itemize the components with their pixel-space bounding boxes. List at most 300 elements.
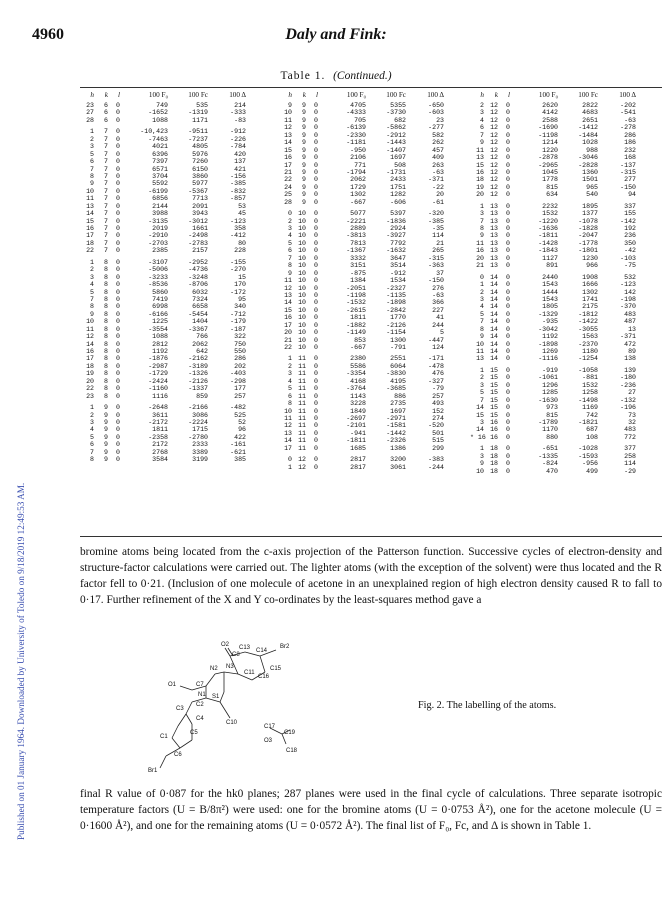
table-cell: 0 <box>506 381 510 389</box>
table-cell: -2370 <box>578 340 598 348</box>
table-cell: -6139 <box>346 124 366 132</box>
table-header-cell: 100 Fc <box>386 90 406 99</box>
figure-caption: Fig. 2. The labelling of the atoms. <box>418 700 557 711</box>
table-cell: -2498 <box>188 232 208 240</box>
table-header-cell: h <box>90 90 94 99</box>
table-cell: 0 <box>116 418 120 426</box>
table-cell: 7 <box>104 172 108 180</box>
page-number: 4960 <box>32 26 64 43</box>
table-cell: 5976 <box>192 150 208 158</box>
table-row <box>80 318 246 325</box>
table-cell: 0 <box>116 392 120 400</box>
table-cell: 3988 <box>152 210 168 218</box>
table-row <box>470 176 636 183</box>
table-cell: 4705 <box>350 102 366 109</box>
table-cell: 5 <box>288 239 292 247</box>
table-cell: 3061 <box>390 463 406 471</box>
table-cell: -621 <box>230 448 246 456</box>
table-cell: -179 <box>230 318 246 326</box>
table-cell: 1171 <box>192 116 208 124</box>
table-cell: -875 <box>350 269 366 277</box>
table-cell: 10 <box>298 269 306 277</box>
table-row <box>278 337 444 344</box>
table-row <box>80 404 246 411</box>
table-cell: 4 <box>480 303 484 311</box>
table-cell: 3 <box>480 295 484 303</box>
table-cell: 0 <box>116 266 120 274</box>
table-cell: 470 <box>546 467 558 475</box>
table-cell: 6 <box>90 158 94 166</box>
table-cell: 13 <box>490 232 498 240</box>
table-cell: 0 <box>506 295 510 303</box>
table-cell: 3 <box>480 452 484 460</box>
table-cell: 0 <box>506 239 510 247</box>
table-cell: 0 <box>116 411 120 419</box>
table-cell: 1384 <box>350 277 366 285</box>
table-cell: 0 <box>314 168 318 176</box>
table-header-cell: 100 Δ <box>619 90 636 99</box>
table-cell: -7237 <box>188 135 208 143</box>
table-cell: 11 <box>298 400 306 408</box>
table-cell: -2878 <box>538 154 558 162</box>
table-cell: -1319 <box>188 109 208 117</box>
table-cell: 12 <box>284 422 292 430</box>
table-cell: 7324 <box>192 295 208 303</box>
table-cell: 2157 <box>192 247 208 255</box>
table-cell: 2380 <box>350 355 366 363</box>
table-cell: 10 <box>298 291 306 299</box>
table-header-cell: l <box>118 90 120 99</box>
table-cell: 0 <box>506 161 510 169</box>
table-row <box>278 393 444 400</box>
table-cell: 1 <box>288 355 292 363</box>
table-cell: -1154 <box>386 329 406 337</box>
table-cell: 11 <box>298 422 306 430</box>
table-cell: 9 <box>480 232 484 240</box>
table-cell: 2 <box>480 102 484 109</box>
table-cell: 457 <box>432 146 444 154</box>
table-cell: 0 <box>116 355 120 363</box>
table-cell: 2385 <box>152 247 168 255</box>
table-cell: 0 <box>116 318 120 326</box>
table-cell: -1836 <box>386 217 406 225</box>
table-cell: 1697 <box>390 407 406 415</box>
table-cell: 11 <box>298 377 306 385</box>
table-cell: 0 <box>506 232 510 240</box>
table-row <box>470 426 636 433</box>
table-top-rule <box>80 87 662 88</box>
table-cell: 973 <box>546 404 558 412</box>
table-cell: 0 <box>314 191 318 199</box>
table-row <box>470 311 636 318</box>
table-cell: 13 <box>476 355 484 363</box>
table-cell: 0 <box>506 225 510 232</box>
table-cell: -1061 <box>538 374 558 382</box>
table-cell: 0 <box>314 321 318 329</box>
table-cell: 4683 <box>582 109 598 117</box>
table-row <box>278 422 444 429</box>
table-cell: 2768 <box>152 448 168 456</box>
table-cell: -1630 <box>538 396 558 404</box>
table-cell: 2232 <box>542 202 558 210</box>
table-cell: 94 <box>628 191 636 199</box>
table-cell: 9 <box>480 139 484 147</box>
table-cell: 7 <box>104 143 108 151</box>
table-cell: -2326 <box>386 437 406 445</box>
table-cell: -3055 <box>578 325 598 333</box>
table-cell: -1484 <box>578 131 598 139</box>
table-cell: 7813 <box>350 239 366 247</box>
table-cell: -9511 <box>188 128 208 136</box>
table-cell: -784 <box>230 143 246 151</box>
table-cell: 11 <box>298 392 306 400</box>
table-cell: 0 <box>116 333 120 341</box>
table-row <box>470 460 636 467</box>
table-cell: 0 <box>288 210 292 218</box>
table-cell: 8 <box>480 325 484 333</box>
table-cell: 16 <box>476 168 484 176</box>
table-cell: 10 <box>284 407 292 415</box>
table-cell: 10 <box>298 210 306 218</box>
table-cell: 988 <box>586 146 598 154</box>
table-cell: -1335 <box>538 452 558 460</box>
table-cell: 8 <box>90 456 94 464</box>
table-cell: 21 <box>436 239 444 247</box>
table-row <box>470 289 636 296</box>
table-cell: 202 <box>234 362 246 370</box>
table-cell: 815 <box>546 411 558 419</box>
table-cell: 7 <box>104 165 108 173</box>
table-cell: 0 <box>314 456 318 464</box>
table-cell: 257 <box>432 392 444 400</box>
table-cell: 12 <box>490 161 498 169</box>
table-cell: 550 <box>234 348 246 355</box>
table-cell: 886 <box>394 392 406 400</box>
table-cell: 21 <box>284 336 292 344</box>
table-row <box>80 180 246 187</box>
body-paragraph-2: final R value of 0·087 for the hk0 planes; 287 planes were used in the final cycle of calculations. Three separate isotropic temperature factors (U = B/8π²) were used: one for the bromine atoms (U = 0·0753 Å²), one for the acetone molecule (U = 0·1600 Å²), and one for the remaining atoms (U = 0·0572 Å²). The final list of F₀, Fc, and Δ is shown in Table 1. <box>80 788 662 832</box>
table-cell: 12 <box>490 146 498 154</box>
table-cell: -912 <box>390 269 406 277</box>
table-row <box>80 289 246 296</box>
table-cell: 7 <box>104 232 108 240</box>
table-cell: 9 <box>288 102 292 109</box>
table-cell: -1811 <box>346 437 366 445</box>
table-row <box>278 124 444 131</box>
table-cell: 0 <box>314 463 318 471</box>
table-cell: 0 <box>314 154 318 162</box>
table-cell: 4195 <box>390 377 406 385</box>
table-cell: -1028 <box>578 445 598 453</box>
table-cell: 227 <box>432 306 444 314</box>
table-header-cell: k <box>494 90 498 99</box>
table-row <box>278 437 444 444</box>
table-cell: 18 <box>86 239 94 247</box>
table-cell: 3151 <box>350 262 366 270</box>
table-row <box>278 322 444 329</box>
table-cell: 0 <box>506 109 510 117</box>
table-cell: 11 <box>476 348 484 355</box>
table-cell: -1443 <box>386 139 406 147</box>
table-cell: 3 <box>288 370 292 378</box>
table-cell: 18 <box>476 176 484 184</box>
table-cell: 8 <box>90 303 94 311</box>
table-row <box>278 400 444 407</box>
table-cell: 0 <box>116 195 120 203</box>
table-cell: 17 <box>284 444 292 452</box>
table-cell: 7 <box>288 254 292 262</box>
table-cell: 3 <box>480 210 484 218</box>
table-row <box>278 240 444 247</box>
table-cell: 322 <box>234 333 246 341</box>
table-row <box>278 299 444 306</box>
table-row <box>470 367 636 374</box>
table-cell: 0 <box>314 131 318 139</box>
table-cell: 10 <box>298 284 306 292</box>
table-row <box>80 117 246 124</box>
table-cell: 0 <box>506 139 510 147</box>
table-cell: 2588 <box>542 116 558 124</box>
table-cell: 21 <box>476 262 484 270</box>
table-cell: 15 <box>476 161 484 169</box>
table-cell: 4805 <box>192 143 208 151</box>
table-cell: 0 <box>116 172 120 180</box>
table-cell: 0 <box>506 154 510 162</box>
table-cell: -1078 <box>578 217 598 225</box>
table-cell: -1532 <box>346 299 366 307</box>
table-cell: 12 <box>490 191 498 199</box>
table-cell: 14 <box>490 295 498 303</box>
table-cell: 15 <box>490 396 498 404</box>
table-row <box>470 102 636 109</box>
table-cell: -667 <box>350 344 366 351</box>
table-cell: 28 <box>86 116 94 124</box>
table-cell: 7 <box>104 187 108 195</box>
table-cell: -667 <box>350 198 366 206</box>
table-cell: 9 <box>104 411 108 419</box>
table-row <box>278 408 444 415</box>
table-row <box>278 415 444 422</box>
table-cell: -606 <box>390 198 406 206</box>
table-row <box>80 378 246 385</box>
table-cell: 6 <box>104 116 108 124</box>
table-cell: -412 <box>230 232 246 240</box>
table-cell: 0 <box>314 176 318 184</box>
table-cell: 0 <box>116 340 120 348</box>
table-cell: 8 <box>104 377 108 385</box>
table-cell: -277 <box>428 124 444 132</box>
table-cell: -83 <box>234 116 246 124</box>
table-header-row <box>470 89 636 102</box>
table-cell: 11 <box>86 195 94 203</box>
table-cell: 7 <box>104 135 108 143</box>
atom-label: C5 <box>190 730 198 736</box>
atom-label: C14 <box>256 648 268 654</box>
table-cell: 6 <box>480 124 484 132</box>
table-cell: 891 <box>546 262 558 270</box>
table-cell: -2952 <box>188 258 208 266</box>
table-cell: 420 <box>234 150 246 158</box>
table-cell: 6 <box>104 102 108 109</box>
table-cell: 1143 <box>350 392 366 400</box>
table-cell: -1116 <box>538 355 558 363</box>
table-cell: 0 <box>116 441 120 449</box>
table-cell: 3200 <box>390 456 406 464</box>
table-cell: 12 <box>86 333 94 341</box>
table-row <box>278 199 444 206</box>
table-cell: 5 <box>90 433 94 441</box>
table-cell: 0 <box>116 348 120 355</box>
table-cell: 257 <box>234 392 246 400</box>
table-row <box>80 102 246 109</box>
table-row <box>470 132 636 139</box>
table-cell: 1360 <box>582 168 598 176</box>
table-cell: 5 <box>90 150 94 158</box>
table-cell: 1543 <box>542 295 558 303</box>
table-cell: -2172 <box>148 418 168 426</box>
table-cell: 11 <box>298 414 306 422</box>
table-cell: 0 <box>314 124 318 132</box>
table-cell: 340 <box>234 303 246 311</box>
table-cell: 0 <box>506 116 510 124</box>
table-cell: 7 <box>104 217 108 225</box>
atom-label: C16 <box>258 674 270 680</box>
table-cell: 421 <box>234 165 246 173</box>
table-cell: 9 <box>90 310 94 318</box>
table-cell: 0 <box>314 102 318 109</box>
table-cell: -1652 <box>148 109 168 117</box>
table-cell: 9 <box>288 269 292 277</box>
table-cell: -2101 <box>346 422 366 430</box>
table-cell: -541 <box>620 109 636 117</box>
table-cell: 2817 <box>350 463 366 471</box>
table-cell: -103 <box>620 254 636 262</box>
table-cell: -1811 <box>538 232 558 240</box>
table-cell: -1731 <box>386 168 406 176</box>
table-cell: 10 <box>298 321 306 329</box>
table-cell: 532 <box>624 273 636 281</box>
table-cell: 966 <box>586 262 598 270</box>
table-cell: -155 <box>230 258 246 266</box>
table-cell: 6 <box>90 441 94 449</box>
table-row <box>80 412 246 419</box>
table-cell: -3813 <box>346 232 366 240</box>
table-cell: 642 <box>196 348 208 355</box>
table-cell: -1794 <box>346 168 366 176</box>
table-header-cell: 100 F₀ <box>148 90 168 99</box>
table-cell: 1377 <box>582 210 598 218</box>
table-cell: 853 <box>354 336 366 344</box>
table-cell: 1532 <box>582 381 598 389</box>
table-cell: 1296 <box>542 381 558 389</box>
table-cell: 1811 <box>152 426 168 434</box>
table-cell: -1337 <box>188 385 208 393</box>
table-row <box>80 385 246 392</box>
table-title-label: Table 1. <box>280 70 326 82</box>
atom-label: C7 <box>196 682 204 688</box>
table-cell: -950 <box>350 146 366 154</box>
table-cell: 9 <box>302 116 306 124</box>
table-cell: 11 <box>298 407 306 415</box>
table-cell: 0 <box>314 392 318 400</box>
table-row <box>80 333 246 340</box>
table-cell: 12 <box>490 124 498 132</box>
table-row <box>80 296 246 303</box>
table-cell: -1729 <box>148 370 168 378</box>
table-row <box>278 314 444 321</box>
table-cell: 1895 <box>582 202 598 210</box>
atom-label: C13 <box>239 645 251 651</box>
table-cell: -150 <box>620 183 636 191</box>
atom-label: C17 <box>264 724 276 730</box>
table-cell: 0 <box>506 325 510 333</box>
table-cell: 11 <box>298 355 306 363</box>
table-row <box>470 389 636 396</box>
table-cell: -333 <box>230 109 246 117</box>
atom-label: Br1 <box>148 768 158 774</box>
table-cell: 16 <box>284 154 292 162</box>
table-row <box>80 303 246 310</box>
table-cell: 3 <box>288 225 292 232</box>
table-cell: 15 <box>284 306 292 314</box>
table-cell: -1326 <box>188 370 208 378</box>
table-row <box>470 419 636 426</box>
table-cell: -1254 <box>578 355 598 363</box>
table-cell: 14 <box>490 318 498 326</box>
table-cell: 13 <box>490 247 498 255</box>
table-cell: 5077 <box>350 210 366 218</box>
table-cell: 1220 <box>542 146 558 154</box>
table-cell: 10 <box>298 329 306 337</box>
table-cell: 12 <box>490 139 498 147</box>
table-cell: -315 <box>428 254 444 262</box>
table-row <box>470 412 636 419</box>
table-cell: 0 <box>314 299 318 307</box>
table-cell: 859 <box>196 392 208 400</box>
table-header-cell: 100 F₀ <box>538 90 558 99</box>
table-cell: 168 <box>624 154 636 162</box>
table-cell: -8536 <box>148 281 168 289</box>
table-row <box>278 184 444 191</box>
table-cell: -3927 <box>386 232 406 240</box>
table-cell: 9 <box>104 448 108 456</box>
table-cell: 3389 <box>192 448 208 456</box>
table-cell: 965 <box>586 183 598 191</box>
table-cell: 14 <box>86 340 94 348</box>
table-cell: -161 <box>230 441 246 449</box>
table-cell: 0 <box>506 303 510 311</box>
table-cell: 0 <box>506 418 510 426</box>
table-cell: 276 <box>432 284 444 292</box>
table-cell: -202 <box>620 102 636 109</box>
table-cell: 155 <box>624 210 636 218</box>
table-row <box>278 355 444 362</box>
table-cell: 0 <box>314 225 318 232</box>
table-cell: -371 <box>620 333 636 341</box>
atom-label: C1 <box>160 734 168 740</box>
table-cell: 0 <box>506 210 510 218</box>
table-column-group-3 <box>470 89 636 475</box>
table-cell: 1230 <box>582 254 598 262</box>
table-header-cell: l <box>316 90 318 99</box>
table-cell: -2051 <box>346 284 366 292</box>
table-cell: 1404 <box>192 318 208 326</box>
table-cell: 7 <box>480 217 484 225</box>
table-cell: 9 <box>302 191 306 199</box>
table-cell: -63 <box>432 291 444 299</box>
table-row <box>80 203 246 210</box>
table-cell: 0 <box>116 258 120 266</box>
